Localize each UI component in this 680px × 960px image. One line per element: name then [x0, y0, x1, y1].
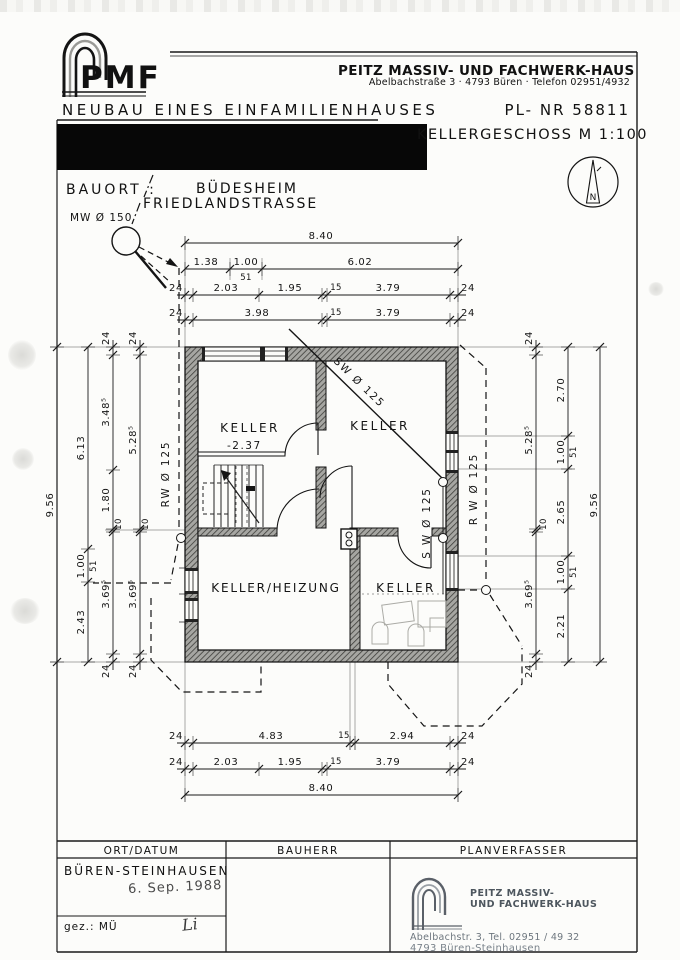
window-left-1	[179, 568, 198, 594]
sheet-title: KELLERGESCHOSS M 1:100	[417, 127, 649, 143]
svg-text:1.95: 1.95	[277, 283, 303, 294]
room-label-heizung: KELLER/HEIZUNG	[211, 581, 341, 595]
svg-text:1.00: 1.00	[76, 553, 87, 579]
svg-text:9.56: 9.56	[589, 492, 600, 518]
svg-text:51: 51	[569, 566, 579, 578]
svg-text:6.13: 6.13	[76, 435, 87, 461]
svg-text:3.79: 3.79	[375, 283, 401, 294]
svg-text:2.65: 2.65	[556, 499, 567, 525]
project-title: NEUBAU EINES EINFAMILIENHAUSES	[62, 101, 439, 119]
svg-text:24: 24	[169, 308, 183, 319]
svg-text:24: 24	[169, 283, 183, 294]
svg-text:15: 15	[330, 283, 342, 293]
bauort-label: BAUORT :	[66, 182, 157, 198]
dim-bot-row1	[177, 736, 466, 750]
svg-text:3.79: 3.79	[375, 308, 401, 319]
svg-text:24: 24	[461, 757, 475, 768]
svg-text:3.98: 3.98	[244, 308, 270, 319]
room-level: -2.37	[227, 440, 262, 452]
svg-text:2.94: 2.94	[389, 731, 415, 742]
titleblock-header-planverfasser: PLANVERFASSER	[459, 845, 568, 857]
bauort-street: FRIEDLANDSTRASSE	[143, 196, 319, 212]
svg-text:9.56: 9.56	[45, 492, 56, 518]
svg-text:1.00: 1.00	[556, 559, 567, 585]
stamp-company-line1: PEITZ MASSIV-	[470, 888, 555, 899]
door-hall-left	[277, 489, 319, 530]
svg-text:3.69⁵: 3.69⁵	[128, 579, 139, 609]
svg-text:24: 24	[128, 664, 139, 678]
room-label-keller-ne: KELLER	[350, 419, 410, 433]
stamp-address: Abelbachstr. 3, Tel. 02951 / 49 32	[410, 932, 580, 943]
staircase	[203, 465, 263, 527]
svg-text:24: 24	[169, 757, 183, 768]
window-left-2	[179, 598, 198, 622]
dim-top-row4	[177, 313, 466, 327]
furniture-sketch	[372, 601, 446, 646]
svg-text:1.00: 1.00	[233, 257, 259, 268]
window-right-2	[447, 551, 458, 591]
svg-text:24: 24	[101, 664, 112, 678]
extension-lines	[50, 236, 607, 802]
manhole-label: MW Ø 150	[70, 212, 133, 224]
dim-right-c1	[529, 340, 543, 670]
svg-text:4.83: 4.83	[258, 731, 284, 742]
sw-diagonal-label: SW Ø 125	[331, 355, 388, 411]
svg-text:51: 51	[89, 560, 99, 572]
svg-text:2.03: 2.03	[213, 757, 239, 768]
pmf-logo-text: PMF	[80, 60, 161, 96]
svg-text:5.28⁵: 5.28⁵	[524, 425, 535, 455]
svg-text:2.70: 2.70	[556, 377, 567, 403]
room-label-keller-nw: KELLER	[220, 421, 280, 435]
rw-right-label: R W Ø 125	[468, 452, 480, 526]
dim-top-row2	[181, 262, 462, 276]
svg-text:3.69⁵: 3.69⁵	[101, 579, 112, 609]
compass-north-label: N	[589, 193, 597, 203]
svg-text:6.02: 6.02	[347, 257, 373, 268]
svg-text:24: 24	[101, 331, 112, 345]
svg-text:10: 10	[114, 518, 124, 530]
svg-text:24: 24	[169, 731, 183, 742]
window-top	[202, 348, 288, 361]
svg-text:24: 24	[128, 331, 139, 345]
company-address: Abelbachstraße 3 · 4793 Büren · Telefon 02951/4932	[368, 77, 630, 88]
svg-text:3.79: 3.79	[375, 757, 401, 768]
svg-text:24: 24	[461, 731, 475, 742]
svg-text:24: 24	[524, 664, 535, 678]
titleblock-ort: BÜREN-STEINHAUSEN	[64, 864, 230, 878]
svg-text:2.21: 2.21	[556, 613, 567, 639]
svg-text:3.48⁵: 3.48⁵	[101, 397, 112, 427]
svg-text:1.80: 1.80	[101, 487, 112, 513]
svg-text:24: 24	[461, 308, 475, 319]
company-name: PEITZ MASSIV- UND FACHWERK-HAUS	[338, 63, 635, 79]
stair-dashed-outline	[203, 483, 228, 514]
pmf-stamp-logo	[412, 879, 462, 930]
svg-text:1.38: 1.38	[193, 257, 219, 268]
svg-text:15: 15	[330, 308, 342, 318]
room-label-keller-se: KELLER	[376, 581, 436, 595]
svg-text:3.69⁵: 3.69⁵	[524, 579, 535, 609]
drawn-by-label: gez.: MÜ	[64, 921, 118, 933]
chimney	[341, 529, 357, 549]
sw-vertical-label: S W Ø 125	[421, 487, 433, 559]
bauort-place: BÜDESHEIM	[196, 181, 298, 197]
terrace-outline-dashed	[151, 598, 261, 692]
svg-text:51: 51	[240, 273, 252, 283]
svg-text:1.95: 1.95	[277, 757, 303, 768]
dim-left-c4	[133, 340, 147, 670]
window-right-1	[447, 431, 458, 473]
svg-text:2.43: 2.43	[76, 609, 87, 635]
stamp-city: 4793 Büren-Steinhausen	[410, 943, 541, 954]
svg-text:51: 51	[569, 446, 579, 458]
floor-plan-walls	[185, 347, 458, 662]
svg-text:15: 15	[330, 757, 342, 767]
svg-text:2.03: 2.03	[213, 283, 239, 294]
titleblock-header-ort: ORT/DATUM	[103, 845, 180, 857]
svg-text:10: 10	[539, 518, 549, 530]
signature: Li	[181, 914, 199, 935]
door-keller-nw	[285, 423, 318, 455]
stamp-company-line2: UND FACHWERK-HAUS	[470, 899, 598, 910]
rw-left-label: RW Ø 125	[160, 440, 172, 508]
titleblock-header-bauherr: BAUHERR	[277, 845, 339, 857]
redacted-block	[57, 124, 427, 170]
svg-text:10: 10	[141, 518, 151, 530]
plan-number: PL- NR 58811	[504, 101, 630, 119]
svg-text:5.28⁵: 5.28⁵	[128, 425, 139, 455]
svg-text:8.40: 8.40	[308, 783, 334, 794]
svg-text:24: 24	[524, 331, 535, 345]
svg-text:24: 24	[461, 283, 475, 294]
svg-text:15: 15	[338, 731, 350, 741]
svg-text:8.40: 8.40	[308, 231, 334, 242]
date-stamp: 6. Sep. 1988	[127, 877, 223, 898]
svg-text:1.00: 1.00	[556, 439, 567, 465]
stair-arrow	[221, 470, 231, 481]
